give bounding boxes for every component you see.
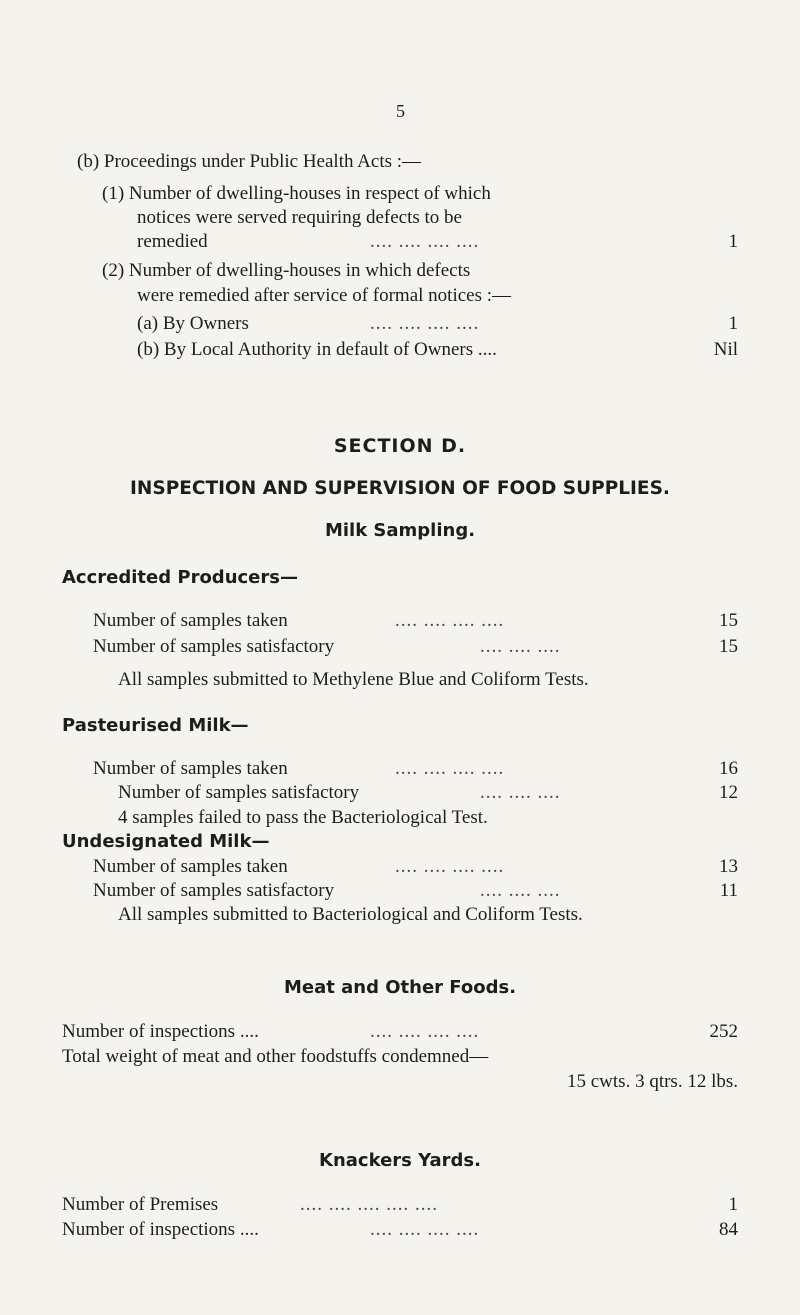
pasteurised-row1-label: Number of samples taken — [93, 758, 288, 779]
knackers-row2-dots: .... .... .... .... — [370, 1219, 480, 1240]
accredited-row1-value: 15 — [719, 610, 738, 631]
pasteurised-row1-value: 16 — [719, 758, 738, 779]
pasteurised-heading: Pasteurised Milk— — [62, 715, 249, 736]
meat-heading: Meat and Other Foods. — [283, 977, 517, 998]
proceedings-item2a-value: 1 — [728, 313, 738, 334]
proceedings-item1-value: 1 — [728, 231, 738, 252]
undesignated-note: All samples submitted to Bacteriological and Coliform Tests. — [118, 904, 583, 925]
proceedings-item2b-label: (b) By Local Authority in default of Owners .... — [137, 339, 497, 360]
accredited-row1-dots: .... .... .... .... — [395, 610, 505, 631]
pasteurised-row1-dots: .... .... .... .... — [395, 758, 505, 779]
proceedings-item1-line3: remedied — [137, 231, 208, 252]
undesignated-row1-label: Number of samples taken — [93, 856, 288, 877]
accredited-row1-label: Number of samples taken — [93, 610, 288, 631]
knackers-row1-value: 1 — [728, 1194, 738, 1215]
accredited-note: All samples submitted to Methylene Blue and Coliform Tests. — [118, 669, 589, 690]
proceedings-item1-dots: .... .... .... .... — [370, 231, 480, 252]
undesignated-heading: Undesignated Milk— — [62, 831, 270, 852]
knackers-row1-dots: .... .... .... .... .... — [300, 1194, 438, 1215]
accredited-heading: Accredited Producers— — [62, 567, 298, 588]
meat-row2-label: Total weight of meat and other foodstuffs condemned— — [62, 1046, 489, 1067]
knackers-row2-label: Number of inspections .... — [62, 1219, 259, 1240]
proceedings-item2a-label: (a) By Owners — [137, 313, 249, 334]
proceedings-item1-line2: notices were served requiring defects to be — [137, 207, 462, 228]
meat-row1-label: Number of inspections .... — [62, 1021, 259, 1042]
undesignated-row2-label: Number of samples satisfactory — [93, 880, 335, 901]
accredited-row2-dots: .... .... .... — [480, 636, 561, 657]
pasteurised-row2-value: 12 — [719, 782, 738, 803]
proceedings-heading: (b) Proceedings under Public Health Acts :— — [77, 151, 422, 172]
undesignated-row1-dots: .... .... .... .... — [395, 856, 505, 877]
knackers-heading: Knackers Yards. — [319, 1150, 481, 1171]
proceedings-item1-line1: (1) Number of dwelling-houses in respect of which — [102, 183, 491, 204]
page-number: 5 — [396, 101, 405, 121]
knackers-row2-value: 84 — [719, 1219, 738, 1240]
meat-row2-value: 15 cwts. 3 qtrs. 12 lbs. — [567, 1071, 738, 1092]
accredited-row2-value: 15 — [719, 636, 738, 657]
undesignated-row2-dots: .... .... .... — [480, 880, 561, 901]
meat-row1-value: 252 — [709, 1021, 738, 1042]
accredited-row2-label: Number of samples satisfactory — [93, 636, 335, 657]
proceedings-item2b-value: Nil — [713, 339, 738, 360]
section-title: SECTION D. — [333, 435, 467, 457]
pasteurised-note: 4 samples failed to pass the Bacteriological Test. — [118, 807, 488, 828]
undesignated-row1-value: 13 — [719, 856, 738, 877]
undesignated-row2-value: 11 — [719, 880, 738, 901]
proceedings-item2-line1: (2) Number of dwelling-houses in which defects — [102, 260, 471, 281]
milk-sampling-heading: Milk Sampling. — [324, 520, 476, 541]
knackers-row1-label: Number of Premises — [62, 1194, 219, 1215]
pasteurised-row2-label: Number of samples satisfactory — [118, 782, 360, 803]
section-subtitle: INSPECTION AND SUPERVISION OF FOOD SUPPLIES. — [130, 478, 670, 499]
proceedings-item2a-dots: .... .... .... .... — [370, 313, 480, 334]
proceedings-item2-line2: were remedied after service of formal notices :— — [137, 285, 512, 306]
meat-row1-dots: .... .... .... .... — [370, 1021, 480, 1042]
pasteurised-row2-dots: .... .... .... — [480, 782, 561, 803]
